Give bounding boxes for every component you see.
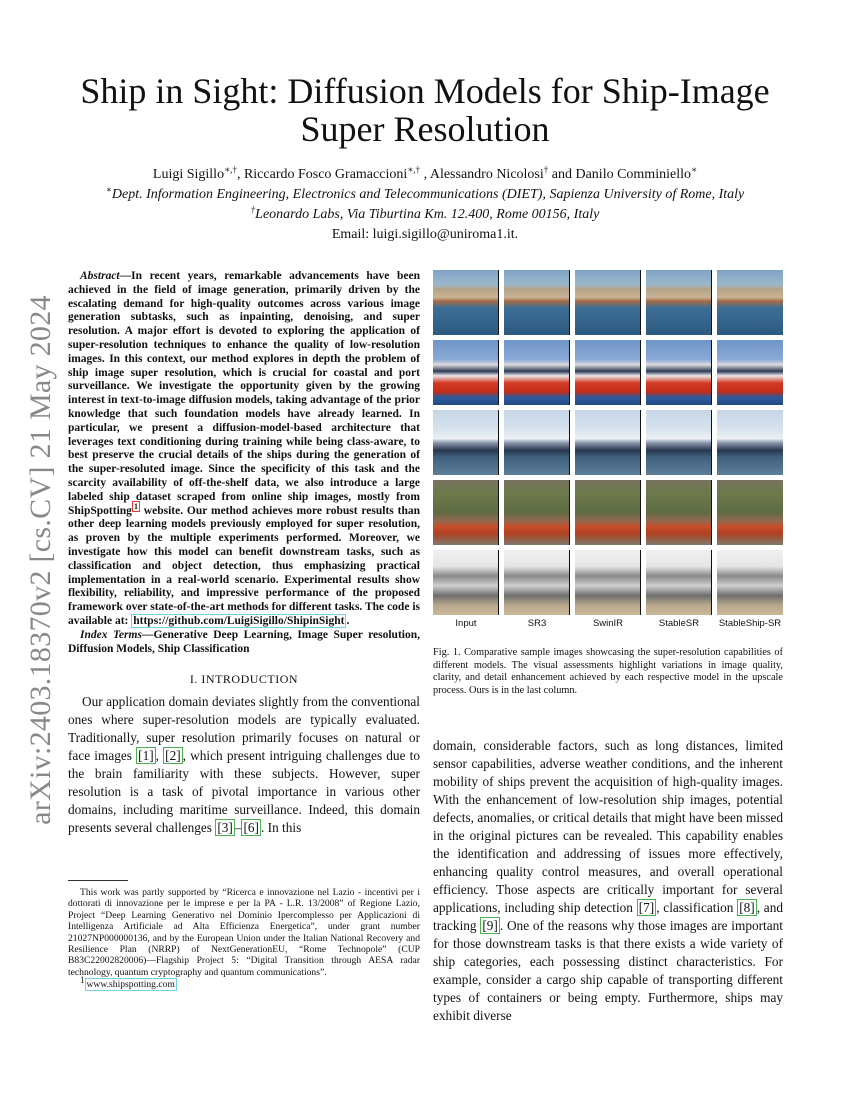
shipspotting-link[interactable]: www.shipspotting.com xyxy=(86,979,175,991)
sample-image xyxy=(646,270,712,335)
sample-image xyxy=(646,480,712,545)
index-terms-text: Generative Deep Learning, Image Super resolution, Diffusion Models, Ship Classification xyxy=(68,628,420,655)
sample-image xyxy=(646,550,712,615)
citation-link[interactable]: [8] xyxy=(739,900,755,916)
text-run: . In this xyxy=(261,820,302,836)
sample-image xyxy=(575,410,641,475)
sample-image xyxy=(504,270,570,335)
sample-image xyxy=(717,480,783,545)
sample-image xyxy=(575,480,641,545)
author-email: Email: luigi.sigillo@uniroma1.it. xyxy=(331,227,519,242)
sample-image xyxy=(433,340,499,405)
text-run: , which present intriguing challenges due to the brain familiarity with these subjects. However, super resolution is a task of pivotal importance in various other domains, including maritime surveillance. Indeed, this domain presents several challenges xyxy=(68,748,420,836)
author-block xyxy=(60,165,790,245)
left-column xyxy=(68,270,420,837)
footnote-link[interactable]: 1 xyxy=(133,501,138,511)
sample-image xyxy=(717,340,783,405)
abstract-text: website. Our method achieves more robust results than other deep learning models previously employed for super resolution, as proven by the multiple experiments performed. Moreover, we investigate how this model can benefit downstream tasks, such as classification and object detection, thus emphasizing practical implementation in a real-world scenario. Experimental results show flexibility, reliability, and impressive performance of the proposed framework over state-of-the-art methods for different tasks. The code is available at: xyxy=(68,504,420,627)
sample-image xyxy=(433,550,499,615)
code-link[interactable]: https://github.com/LuigiSigillo/ShipinSight xyxy=(133,614,345,627)
image-grid xyxy=(433,270,783,615)
column-labels xyxy=(433,618,783,629)
sample-image xyxy=(433,410,499,475)
sample-image xyxy=(717,270,783,335)
funding-note: This work was partly supported by “Ricerca e innovazione nel Lazio - incentivi per i dottorati di innovazione per le imprese e per la PA - L.R. 13/2008” of Regione Lazio, Project “Deep Learning Generativo nel Dominio Ipercomplesso per Applicazioni di Intelligenza Artificiale ad Alta Efficienza Energetica”, under grant number 21027NP000000136, and by the European Union under the Italian National Recovery and Resilience Plan (NRRP) of NextGenerationEU, “Rome Technopole” (CUP B83C22002820006)—Flagship Project 5: “Digital Transition through AESA radar technology, quantum cryptography and quantum communications”. xyxy=(68,887,420,978)
text-run: domain, considerable factors, such as long distances, limited sensor capabilities, adverse weather conditions, and the inherent mobility of ships prevent the acquisition of high-quality images. With the enhancement of low-resolution ship images, potential defects, anomalies, or critical details that might have been missed in the original pictures can be revealed. This capability enables the identification and addressing of issues more effectively, enhancing quality control measures, and overall operational efficiency. Those aspects are critically important for several applications, including ship detection xyxy=(433,738,783,916)
text-run: – xyxy=(234,820,242,836)
right-paragraph xyxy=(433,737,783,1025)
affiliation-1 xyxy=(60,185,790,205)
arxiv-identifier: arXiv:2403.18370v2 [cs.CV] 21 May 2024 xyxy=(24,295,57,825)
sample-image xyxy=(433,270,499,335)
text-run: , xyxy=(155,748,164,764)
intro-paragraph xyxy=(68,693,420,837)
index-terms-dash: — xyxy=(141,628,154,641)
author-list xyxy=(60,165,790,185)
citation-link[interactable]: [2] xyxy=(165,748,181,764)
affiliation-mark: ∗ xyxy=(105,184,112,195)
footnote-rule xyxy=(68,880,128,881)
affiliation-mark: ∗,† xyxy=(224,164,237,175)
abstract xyxy=(68,270,420,629)
sample-image xyxy=(717,550,783,615)
text-run: Our application domain deviates slightly from the conventional ones where super-resolution models are typically evaluated. Traditionally, super resolution primarily focuses on natural or face images xyxy=(68,694,420,764)
sample-image xyxy=(504,480,570,545)
footnote-mark: 1 xyxy=(80,975,85,986)
index-terms-label: Index Terms xyxy=(80,628,142,641)
footnote-1 xyxy=(80,975,420,991)
column-label: SwinIR xyxy=(592,618,624,629)
figure-1 xyxy=(433,270,783,629)
abstract-dash: — xyxy=(119,270,132,282)
abstract-text: In recent years, remarkable advancements have been achieved in the field of image generation, primarily driven by the escalating demand for high-quality outcomes across various image generation subtasks, such as inpainting, denoising, and super resolution. A major effort is devoted to exploring the application of super-resolution techniques to enhance the quality of low-resolution images. In this context, our method explores in depth the problem of ship image super resolution, which is crucial for coastal and port surveillance. We investigate the opportunity given by the growing interest in text-to-image diffusion models, taking advantage of the prior knowledge that such foundation models have already learned. In particular, we present a diffusion-model-based architecture that leverages text conditioning during training while being class-aware, to best preserve the crucial details of the ships during the generation of the super-resoluted image. Since the specificity of this task and the scarcity availability of off-the-shelf data, we also introduce a large labeled ship dataset scraped from online ship images, mostly from ShipSpotting xyxy=(68,270,420,517)
author-name: , Riccardo Fosco Gramaccioni xyxy=(236,167,408,182)
citation-link[interactable]: [7] xyxy=(638,900,655,916)
footnotes xyxy=(68,880,420,991)
sample-image xyxy=(433,480,499,545)
author-name: Luigi Sigillo xyxy=(152,167,225,182)
affiliation-mark: † xyxy=(250,204,256,215)
author-name: and Danilo Comminiello xyxy=(548,167,691,182)
abstract-end: . xyxy=(346,614,350,627)
figure-caption: Fig. 1. Comparative sample images showcasing the super-resolution capabilities of different models. The visual assessments highlight variations in image quality, clarity, and detail enhancement achieved by each respective model in the upscale process. Ours is in the last column. xyxy=(433,647,783,696)
affiliation-mark: † xyxy=(543,164,549,175)
text-run: , and tracking xyxy=(433,900,783,934)
column-label: Input xyxy=(455,618,477,629)
column-label: StableSR xyxy=(658,618,700,629)
citation-link[interactable]: [1] xyxy=(138,748,154,764)
sample-image xyxy=(575,340,641,405)
author-name: , Alessandro Nicolosi xyxy=(420,167,544,182)
affiliation-2 xyxy=(60,205,790,225)
citation-link[interactable]: [3] xyxy=(217,820,233,836)
text-run: , classification xyxy=(656,900,738,916)
index-terms xyxy=(68,629,420,657)
citation-link[interactable]: [6] xyxy=(243,820,259,836)
column-label: StableShip-SR xyxy=(718,618,782,629)
text-run: . One of the reasons why those images are important for those downstream tasks is that there exists a wide variety of ship categories, each possessing distinct characteristics. For example, consider a cargo ship capable of transporting different types of containers or being empty. Furthermore, ships may exhibit diverse xyxy=(433,918,783,1024)
sample-image xyxy=(504,550,570,615)
paper-title: Ship in Sight: Diffusion Models for Ship-Image Super Resolution xyxy=(80,71,770,149)
sample-image xyxy=(646,410,712,475)
sample-image xyxy=(504,410,570,475)
affiliation-text: Leonardo Labs, Via Tiburtina Km. 12.400, Rome 00156, Italy xyxy=(255,207,600,222)
sample-image xyxy=(575,270,641,335)
sample-image xyxy=(717,410,783,475)
abstract-label: Abstract xyxy=(80,270,120,282)
section-heading: I. INTRODUCTION xyxy=(189,672,299,687)
sample-image xyxy=(646,340,712,405)
column-label: SR3 xyxy=(527,618,547,629)
sample-image xyxy=(504,340,570,405)
arxiv-sidebar xyxy=(24,295,57,825)
right-column xyxy=(433,270,783,1025)
affiliation-text: Dept. Information Engineering, Electronics and Telecommunications (DIET), Sapienza University of Rome, Italy xyxy=(111,187,745,202)
citation-link[interactable]: [9] xyxy=(482,918,498,934)
affiliation-mark: ∗ xyxy=(690,164,698,175)
affiliation-mark: ∗,† xyxy=(407,164,421,175)
sample-image xyxy=(575,550,641,615)
